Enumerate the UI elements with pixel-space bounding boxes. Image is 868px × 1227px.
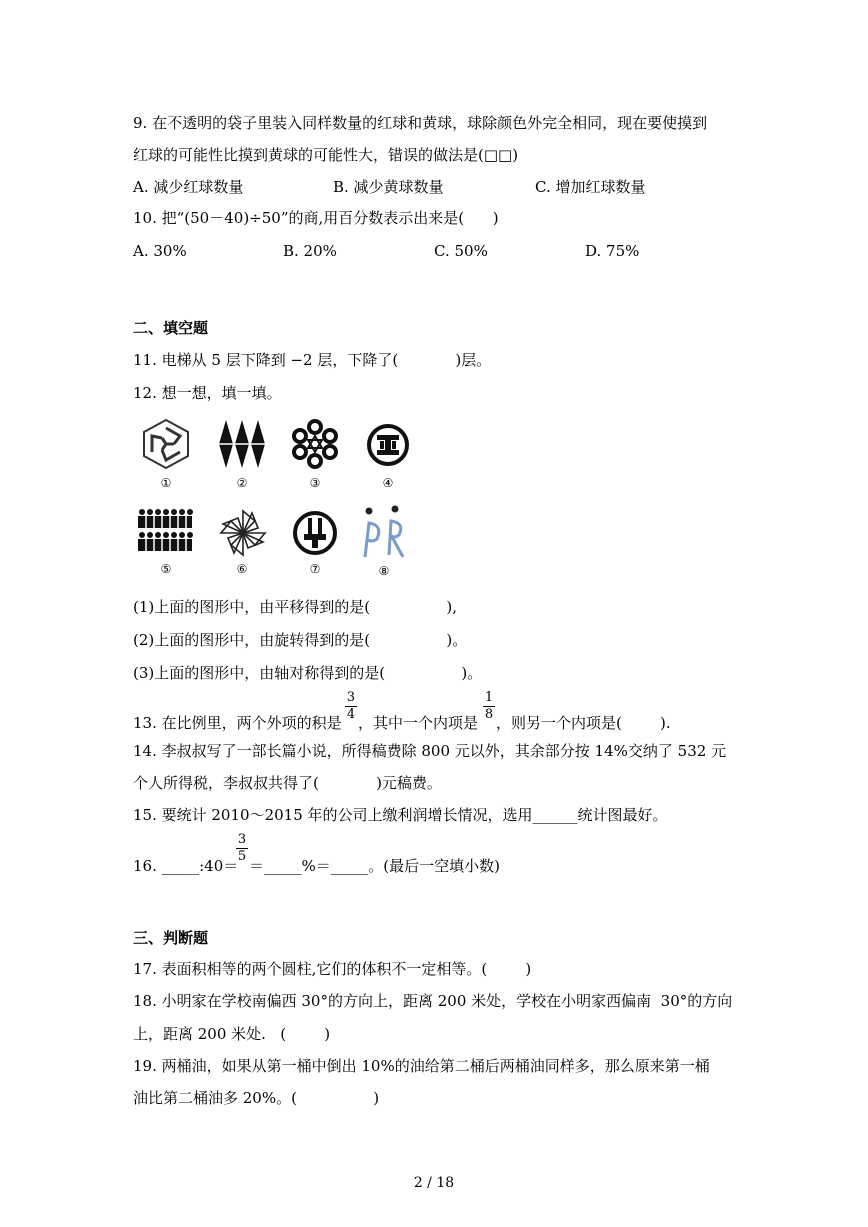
q11-text: 11. 电梯从 5 层下降到 −2 层，下降了( )层。: [133, 351, 492, 369]
q13-fraction-1-numerator: 3: [346, 690, 356, 705]
section-fill-heading: 二、填空题: [133, 319, 209, 337]
q10-option-c: C. 50%: [434, 242, 488, 260]
page-number: 2 / 18: [413, 1175, 455, 1191]
q9-option-a: A. 减少红球数量: [133, 178, 244, 196]
three-diamonds-icon: [218, 418, 266, 470]
q19-line-1: 19. 两桶油，如果从第一桶中倒出 10%的油给第二桶后两桶油同样多，那么原来第一桶: [133, 1057, 710, 1075]
q12-part-1: (1)上面的图形中，由平移得到的是( ),: [133, 598, 458, 616]
q10-option-d: D. 75%: [585, 242, 640, 260]
figure-label-3: ③: [309, 476, 321, 490]
q16-text-a: 16. _____:40＝: [133, 857, 239, 875]
figure-label-5: ⑤: [160, 562, 172, 576]
figure-label-6: ⑥: [236, 562, 248, 576]
q19-line-2: 油比第二桶油多 20%。( ): [133, 1089, 380, 1107]
pinwheel-icon: [218, 508, 268, 558]
figure-label-4: ④: [382, 476, 394, 490]
q16-text-b: ＝_____%＝_____。(最后一空填小数): [249, 857, 500, 875]
q13-fraction-2-denominator: 8: [484, 707, 494, 722]
q13-text-b: ，其中一个内项是: [358, 714, 479, 732]
q16-fraction-denominator: 5: [237, 849, 247, 864]
figure-label-8: ⑧: [378, 564, 390, 578]
q15-text: 15. 要统计 2010～2015 年的公司上缴利润增长情况，选用______统计图最好。: [133, 806, 668, 824]
q18-line-1: 18. 小明家在学校南偏西 30°的方向上，距离 200 米处，学校在小明家西偏南 30°的方向: [133, 992, 733, 1010]
section-judge-heading: 三、判断题: [133, 929, 209, 947]
q12-part-2: (2)上面的图形中，由旋转得到的是( )。: [133, 631, 468, 649]
hexagon-spiral-icon: [140, 418, 192, 470]
q13-fraction-1-denominator: 4: [346, 707, 356, 722]
dancing-figures-icon: [355, 505, 409, 561]
q13-text-a: 13. 在比例里，两个外项的积是: [133, 714, 342, 732]
q13-fraction-2: [483, 691, 495, 722]
hexagon-ring-icon: [288, 418, 342, 470]
q9-line-1: 9. 在不透明的袋子里装入同样数量的红球和黄球，球除颜色外完全相同，现在要使摸到: [133, 114, 708, 132]
q9-option-c: C. 增加红球数量: [535, 178, 646, 196]
q16-fraction: [236, 833, 248, 864]
figure-label-7: ⑦: [309, 562, 321, 576]
q16-fraction-numerator: 3: [237, 832, 247, 847]
q13-fraction-2-numerator: 1: [484, 690, 494, 705]
q17-text: 17. 表面积相等的两个圆柱,它们的体积不一定相等。( ): [133, 960, 532, 978]
figure-label-1: ①: [160, 476, 172, 490]
q12-text: 12. 想一想，填一填。: [133, 384, 282, 402]
q13-fraction-1: [345, 691, 357, 722]
q10-option-b: B. 20%: [283, 242, 337, 260]
q14-line-2: 个人所得税，李叔叔共得了( )元稿费。: [133, 774, 442, 792]
bank-logo-icon: [366, 423, 410, 467]
bank-symbol-icon: [292, 510, 338, 556]
figure-label-2: ②: [236, 476, 248, 490]
q14-line-1: 14. 李叔叔写了一部长篇小说，所得稿费除 800 元以外，其余部分按 14%交纳了 532 元: [133, 742, 727, 760]
q10-option-a: A. 30%: [133, 242, 187, 260]
q9-line-2: 红球的可能性比摸到黄球的可能性大，错误的做法是(□□): [133, 146, 519, 164]
q10-text: 10. 把“(50－40)÷50”的商,用百分数表示出来是( ): [133, 209, 499, 227]
people-rows-icon: [136, 508, 194, 556]
q13-text-c: ，则另一个内项是( ).: [496, 714, 671, 732]
q18-line-2: 上，距离 200 米处. ( ): [133, 1025, 331, 1043]
q12-part-3: (3)上面的图形中，由轴对称得到的是( )。: [133, 664, 483, 682]
q9-option-b: B. 减少黄球数量: [333, 178, 444, 196]
